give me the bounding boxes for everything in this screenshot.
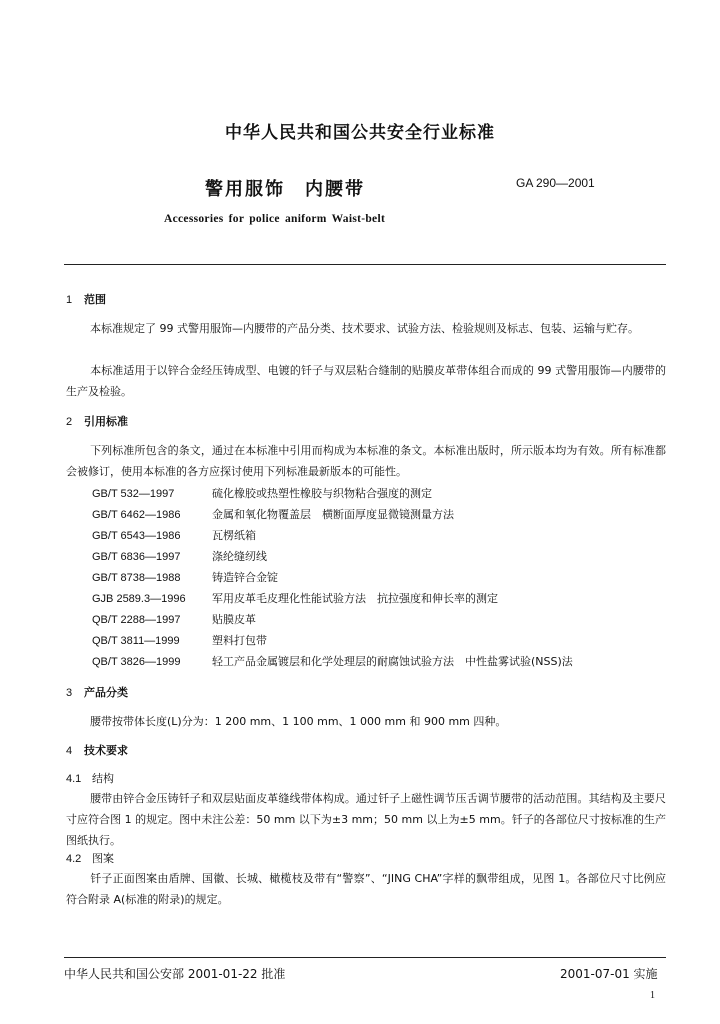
section-1-heading (66, 291, 106, 307)
title-divider (64, 264, 666, 265)
section-number: 4.2 (66, 853, 82, 865)
footer-divider (64, 957, 666, 958)
reference-item (92, 569, 278, 585)
paragraph-text: 钎子正面图案由盾牌、国徽、长城、橄榄枝及带有“警察”、“JING CHA”字样的飘带组成，见图 1。各部位尺寸比例应符合附录 A(标准的附录)的规定。 (66, 872, 666, 906)
reference-name: 硫化橡胶或热塑性橡胶与织物粘合强度的测定 (212, 487, 432, 500)
reference-code: QB/T 3811—1999 (92, 635, 180, 647)
section-1-paragraph-2 (66, 360, 666, 402)
section-4-1-heading (66, 770, 114, 786)
reference-item (92, 506, 454, 522)
reference-name: 贴膜皮革 (212, 613, 256, 626)
reference-code: GB/T 6462—1986 (92, 509, 181, 521)
section-number: 4 (66, 745, 73, 757)
reference-code: QB/T 3826—1999 (92, 656, 181, 668)
reference-name: 军用皮革毛皮理化性能试验方法 抗拉强度和伸长率的测定 (212, 592, 498, 605)
reference-item (92, 485, 432, 501)
reference-name: 涤纶缝纫线 (212, 550, 267, 563)
reference-name: 瓦楞纸箱 (212, 529, 256, 542)
section-4-heading (66, 742, 128, 758)
section-4-2-heading (66, 850, 114, 866)
section-title: 图案 (92, 852, 114, 865)
section-title: 技术要求 (84, 744, 128, 757)
section-number: 1 (66, 294, 73, 306)
paragraph-text: 腰带按带体长度(L)分为：1 200 mm、1 100 mm、1 000 mm 和 900 mm 四种。 (90, 715, 507, 728)
reference-item (92, 611, 256, 627)
section-2-heading (66, 413, 128, 429)
english-title: Accessories for police aniform Waist-belt (164, 213, 386, 225)
reference-item (92, 653, 573, 669)
section-title: 产品分类 (84, 686, 128, 699)
section-number: 4.1 (66, 773, 82, 785)
reference-code: GJB 2589.3—1996 (92, 593, 186, 605)
reference-name: 塑料打包带 (212, 634, 267, 647)
reference-item (92, 548, 267, 564)
page-number: 1 (650, 990, 655, 1001)
approval-date: 中华人民共和国公安部 2001-01-22 批准 (64, 967, 286, 981)
section-2-paragraph-1 (66, 440, 666, 482)
implementation-date: 2001-07-01 实施 (560, 967, 658, 981)
reference-name: 轻工产品金属镀层和化学处理层的耐腐蚀试验方法 中性盐雾试验(NSS)法 (212, 655, 573, 668)
section-number: 3 (66, 687, 73, 699)
reference-code: QB/T 2288—1997 (92, 614, 181, 626)
section-1-paragraph-1 (66, 318, 666, 339)
section-3-paragraph-1 (66, 711, 666, 732)
reference-code: GB/T 6836—1997 (92, 551, 181, 563)
standard-category-header: 中华人民共和国公共安全行业标准 (225, 123, 495, 143)
section-title: 引用标准 (84, 415, 128, 428)
section-title: 范围 (84, 293, 106, 306)
paragraph-text: 本标准规定了 99 式警用服饰—内腰带的产品分类、技术要求、试验方法、检验规则及标志、包装、运输与贮存。 (90, 322, 639, 335)
reference-name: 铸造锌合金锭 (212, 571, 278, 584)
reference-code: GB/T 532—1997 (92, 488, 175, 500)
section-title: 结构 (92, 772, 114, 785)
reference-item (92, 590, 498, 606)
reference-name: 金属和氧化物覆盖层 横断面厚度显微镜测量方法 (212, 508, 454, 521)
reference-item (92, 632, 267, 648)
paragraph-text: 下列标准所包含的条文，通过在本标准中引用而构成为本标准的条文。本标准出版时，所示版本均为有效。所有标准都会被修订，使用本标准的各方应探讨使用下列标准最新版本的可能性。 (66, 444, 666, 478)
reference-code: GB/T 6543—1986 (92, 530, 181, 542)
paragraph-text: 腰带由锌合金压铸钎子和双层贴面皮革缝线带体构成。通过钎子上磁性调节压舌调节腰带的活动范围。其结构及主要尺寸应符合图 1 的规定。图中未注公差：50 mm 以下为±3 mm；50 mm 以上为±5 mm。钎子的各部位尺寸按标准的生产图纸执行。 (66, 792, 666, 847)
section-4-2-paragraph-1 (66, 868, 666, 910)
standard-code: GA 290—2001 (516, 176, 595, 190)
paragraph-text: 本标准适用于以锌合金经压铸成型、电镀的钎子与双层粘合缝制的贴膜皮革带体组合而成的 99 式警用服饰—内腰带的生产及检验。 (66, 364, 666, 398)
section-number: 2 (66, 416, 73, 428)
standard-title: 警用服饰 内腰带 (205, 179, 365, 200)
section-3-heading (66, 684, 128, 700)
section-4-1-paragraph-1 (66, 788, 666, 851)
reference-item (92, 527, 256, 543)
reference-code: GB/T 8738—1988 (92, 572, 181, 584)
